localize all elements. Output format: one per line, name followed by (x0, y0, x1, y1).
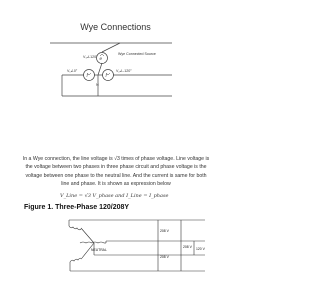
v208-mid-label: 208 V (160, 255, 169, 259)
source-label: Wye Connected Source (118, 52, 156, 56)
page-title: Wye Connections (80, 22, 151, 32)
neutral-node-label: N (96, 83, 99, 87)
voltage-formula: V_Line = √3 V_phase and I_Line = I_phase (60, 193, 169, 199)
figure-title: Figure 1. Three-Phase 120/208Y (24, 204, 130, 211)
v208-top-label: 208 V (160, 229, 169, 233)
body-paragraph: In a Wye connection, the line voltage is √3 times of phase voltage. Line voltage is the voltage between two phases in three phase circuit and phase voltage is the voltage between one phase to the neutral line. And the current is same for both line and phase. It is shown as expression below (22, 156, 210, 188)
v120-label: 120 V (196, 247, 205, 251)
v1-label: V₁∠0° (67, 69, 78, 73)
v3-label: V₃∠120° (83, 55, 98, 59)
v208-bot-label: 208 V (183, 245, 192, 249)
svg-text:f: f (86, 73, 88, 78)
v2-label: V₂∠-120° (116, 69, 132, 73)
neutral-label: NEUTRAL (91, 248, 107, 252)
svg-text:f: f (105, 73, 107, 78)
svg-text:e: e (99, 56, 103, 61)
